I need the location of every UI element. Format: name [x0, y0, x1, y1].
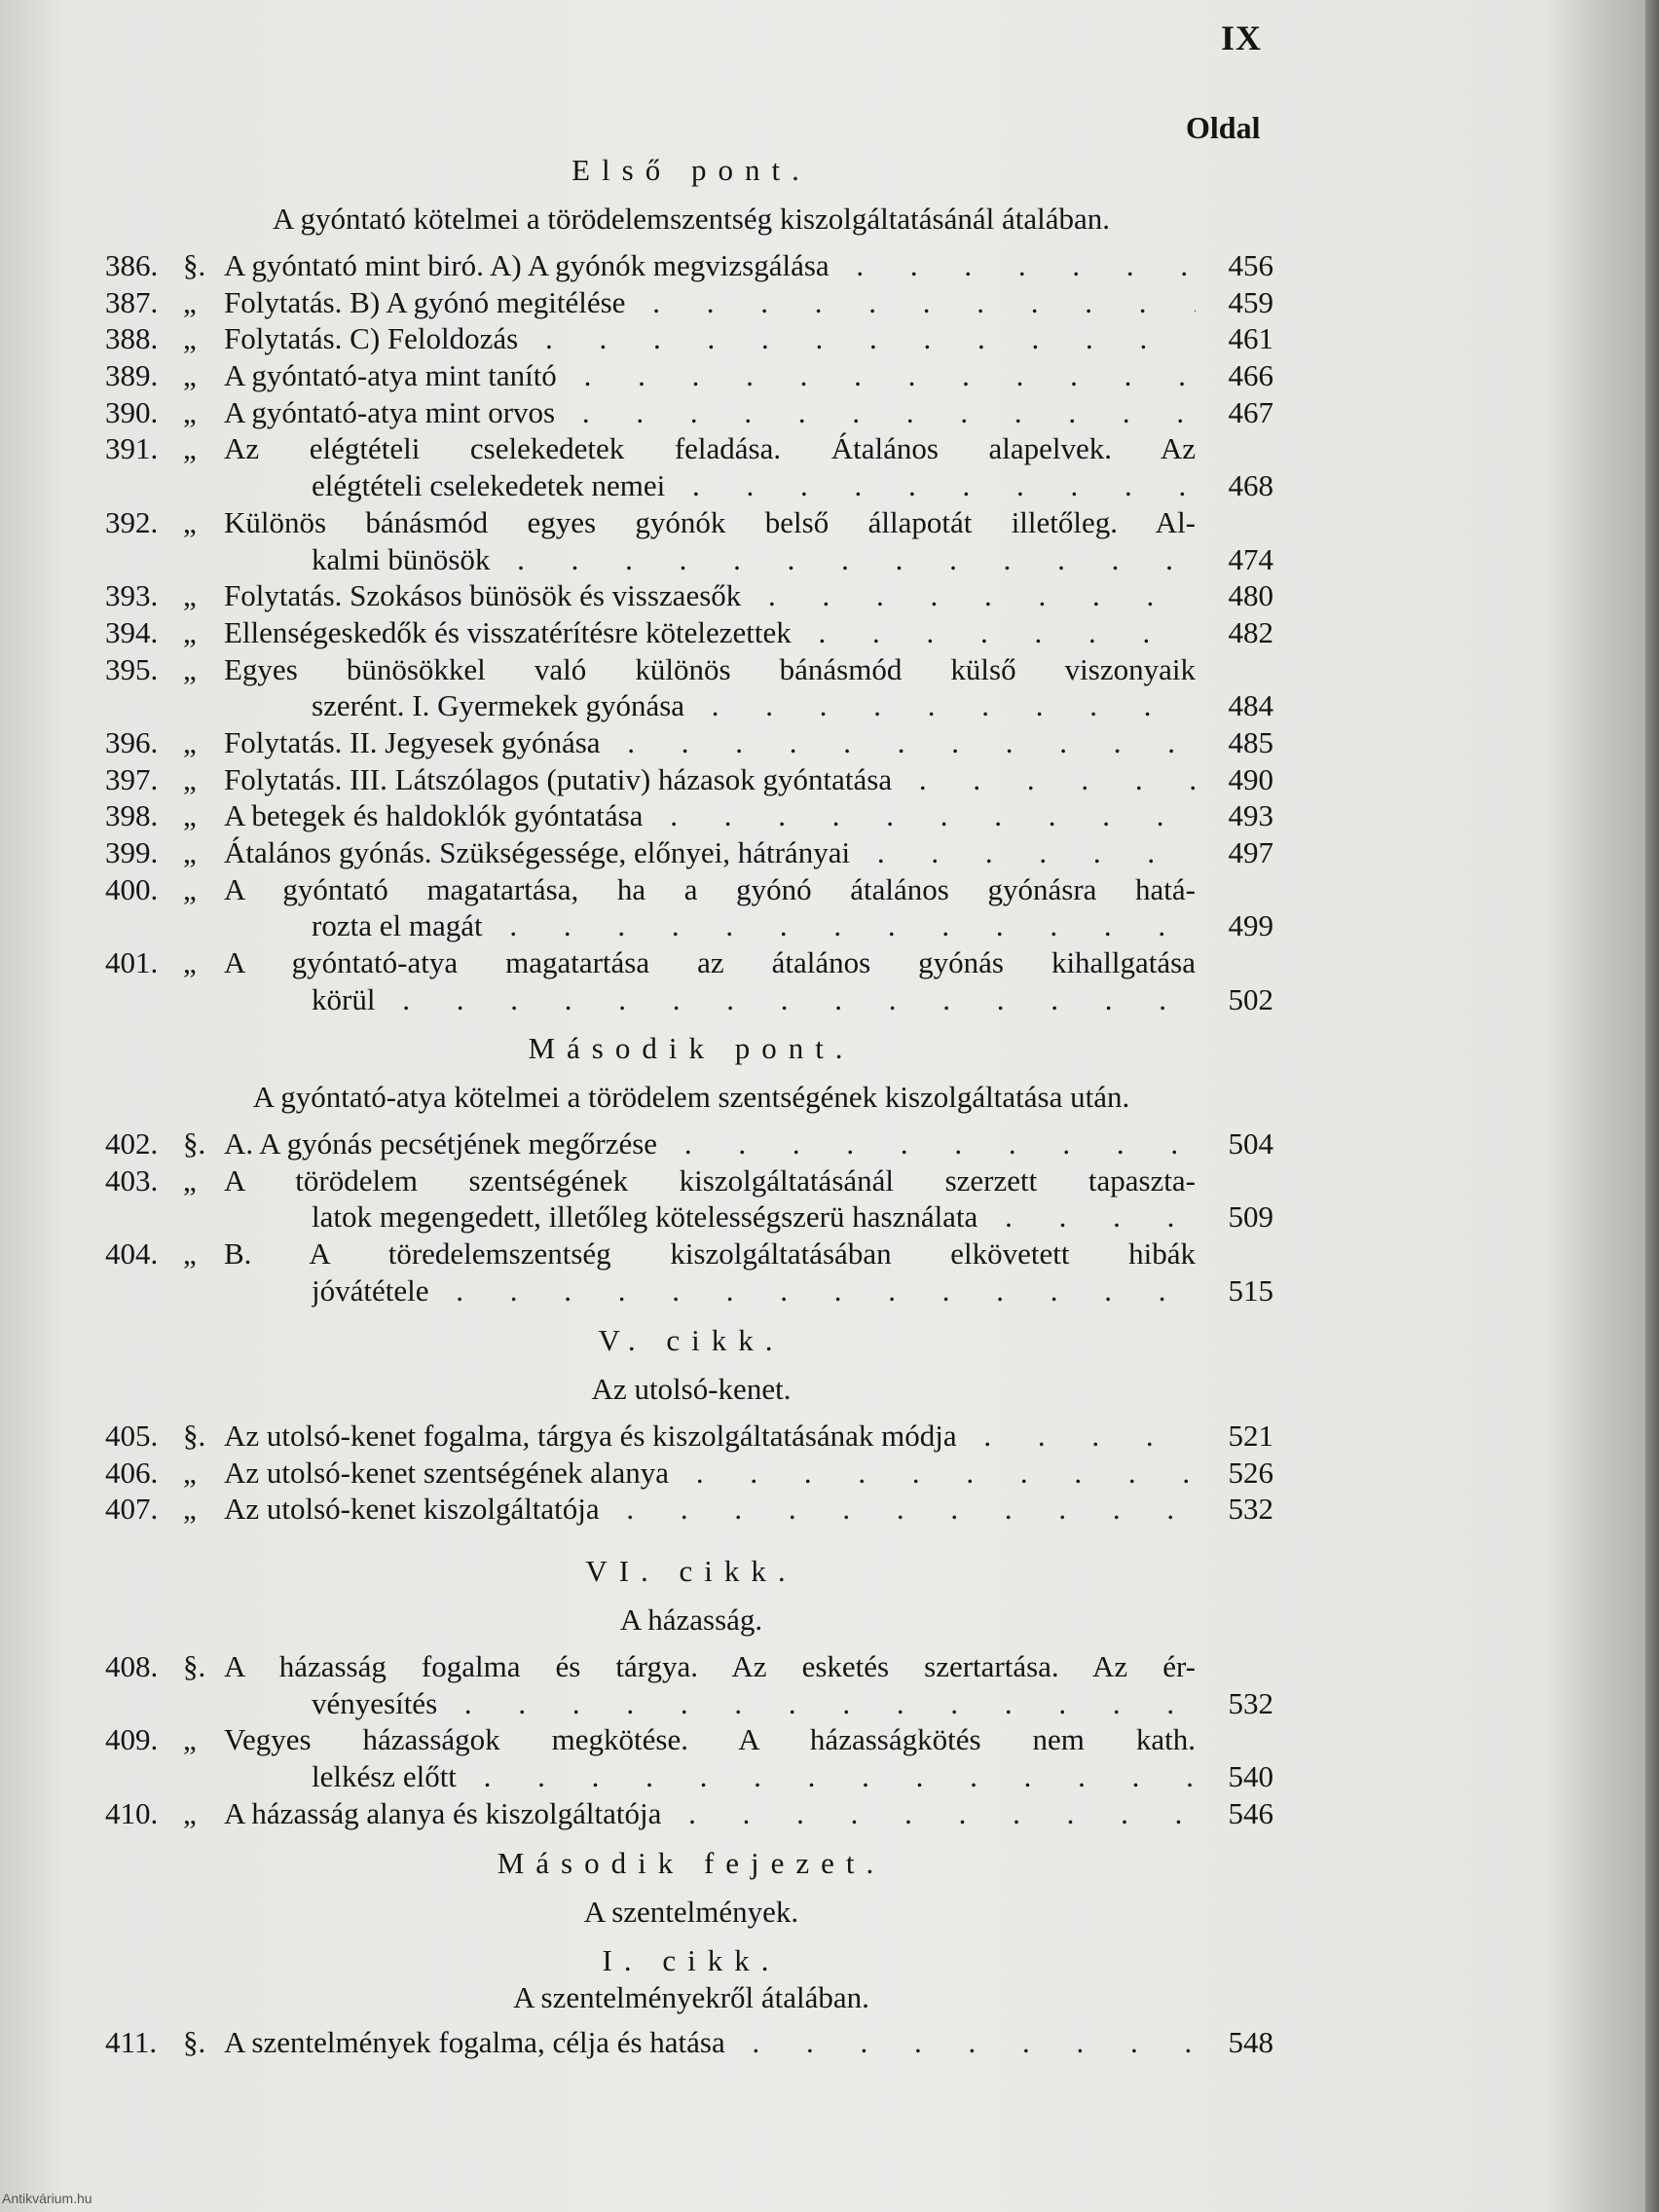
section-subheading: A házasság.: [619, 1603, 763, 1637]
toc-entry-line: [105, 797, 1273, 834]
entry-number: 401.: [105, 945, 159, 980]
toc-entry-line: [105, 1758, 1273, 1795]
entry-section-mark: „: [183, 1162, 197, 1198]
entry-title: Vegyes házasságok megkötése. A házasságkötés nem kath.: [224, 1722, 1196, 1757]
entry-page-number: 532: [1228, 1685, 1273, 1720]
entry-section-mark: „: [183, 1492, 197, 1527]
entry-title: A gyóntató-atya mint orvos . . .: [224, 394, 1196, 431]
entry-section-mark: „: [183, 431, 197, 466]
toc-entry-line: [105, 541, 1273, 578]
entry-section-mark: „: [183, 321, 197, 356]
entry-page-number: 484: [1228, 688, 1273, 723]
entry-section-mark: „: [183, 614, 197, 649]
entry-number: 405.: [105, 1419, 159, 1453]
entry-section-mark: „: [183, 394, 197, 429]
toc-entry: [105, 1418, 1273, 1455]
toc-entry: [105, 944, 1273, 1017]
toc-entry: [105, 1455, 1273, 1492]
toc-entry: [105, 430, 1273, 503]
toc-entry-line: [105, 1491, 1273, 1528]
toc-entry-line: [105, 394, 1273, 431]
section-subheading: A szentelményekről átalában.: [513, 1980, 869, 2014]
toc-entry-line: [105, 504, 1273, 541]
entry-number: 404.: [105, 1236, 159, 1272]
toc-entry: [105, 1721, 1273, 1794]
entry-title: elégtételi cselekedetek nemei . . .: [312, 467, 1196, 504]
toc-entry: [105, 1648, 1273, 1721]
toc-entry-line: [105, 1455, 1273, 1492]
toc-entry-line: [105, 1685, 1273, 1722]
toc-entry: [105, 871, 1273, 944]
entry-number: 397.: [105, 761, 159, 796]
entry-number: 399.: [105, 835, 159, 869]
entry-title: vényesítés . . .: [312, 1685, 1196, 1722]
section-heading: V. cikk.: [598, 1323, 785, 1357]
watermark: Antikvárium.hu: [2, 2191, 92, 2206]
entry-title: lelkész előtt . . .: [312, 1758, 1196, 1795]
entry-number: 394.: [105, 614, 159, 649]
entry-page-number: 526: [1228, 1455, 1273, 1490]
section-subheading: A gyóntató-atya kötelmei a törödelem szentségének kiszolgáltatása után.: [252, 1080, 1130, 1114]
entry-number: 408.: [105, 1649, 159, 1683]
entry-page-number: 485: [1228, 724, 1273, 759]
entry-page-number: 474: [1228, 541, 1273, 576]
toc-entry-line: [105, 1418, 1273, 1455]
entry-section-mark: „: [183, 284, 197, 319]
section-subheading: Az utolsó-kenet.: [591, 1372, 792, 1406]
entry-section-mark: „: [183, 1236, 197, 1272]
entry-number: 400.: [105, 871, 159, 906]
toc-entry-line: [105, 724, 1273, 761]
toc-list: [105, 1418, 1273, 1528]
toc-entry-line: [105, 761, 1273, 798]
toc-entry: [105, 320, 1273, 357]
entry-page-number: 480: [1228, 578, 1273, 613]
entry-number: 386.: [105, 248, 159, 282]
toc-entry: [105, 614, 1273, 651]
entry-title: Egyes bünösökkel való különös bánásmód külső viszonyaik: [224, 651, 1196, 686]
toc-entry: [105, 1491, 1273, 1528]
toc-entry-line: [105, 871, 1273, 908]
entry-section-mark: „: [183, 835, 197, 869]
entry-number: 390.: [105, 394, 159, 429]
entry-page-number: 502: [1228, 981, 1273, 1016]
toc-entry-line: [105, 357, 1273, 394]
entry-page-number: 482: [1228, 614, 1273, 649]
toc-list: [105, 1125, 1273, 1309]
toc-entry: [105, 797, 1273, 834]
entry-title: A betegek és haldoklók gyóntatása . . .: [224, 797, 1196, 834]
entry-page-number: 548: [1228, 2025, 1273, 2059]
toc-entry-line: [105, 577, 1273, 614]
entry-section-mark: §.: [183, 2025, 206, 2059]
entry-title: kalmi bünösök . . .: [312, 541, 1196, 578]
entry-section-mark: „: [183, 724, 197, 759]
page-column-header: Oldal: [1186, 110, 1261, 145]
page-edge-shadow: [1645, 0, 1659, 2212]
entry-title: Az utolsó-kenet szentségének alanya . . .: [224, 1455, 1196, 1492]
entry-section-mark: §.: [183, 248, 206, 282]
entry-section-mark: „: [183, 578, 197, 613]
toc-entry-line: [105, 467, 1273, 504]
toc-entry-line: [105, 614, 1273, 651]
toc-entry-line: [105, 1125, 1273, 1162]
entry-page-number: 515: [1228, 1272, 1273, 1308]
entry-section-mark: „: [183, 1455, 197, 1490]
chapter-subheading: A szentelmények.: [583, 1895, 799, 1929]
entry-page-number: 546: [1228, 1795, 1273, 1830]
entry-page-number: 504: [1228, 1126, 1273, 1161]
toc-entry: [105, 761, 1273, 798]
entry-title: Folytatás. III. Látszólagos (putativ) házasok gyóntatása . . .: [224, 761, 1196, 798]
entry-section-mark: §.: [183, 1126, 206, 1161]
entry-title: A gyóntató-atya magatartása az átalános gyónás kihallgatása: [224, 945, 1196, 980]
section-heading: I. cikk.: [602, 1943, 781, 1977]
entry-section-mark: „: [183, 504, 197, 539]
toc-entry: [105, 724, 1273, 761]
section-heading: Első pont.: [571, 153, 811, 187]
toc-entry: [105, 394, 1273, 431]
entry-number: 388.: [105, 321, 159, 356]
toc-entry-line: [105, 981, 1273, 1018]
toc-entry-line: [105, 1198, 1273, 1235]
toc-entry: [105, 2024, 1273, 2061]
entry-page-number: 532: [1228, 1492, 1273, 1527]
entry-page-number: 456: [1228, 248, 1273, 282]
entry-number: 396.: [105, 724, 159, 759]
toc-entry-line: [105, 834, 1273, 871]
entry-title: Folytatás. II. Jegyesek gyónása . . .: [224, 724, 1196, 761]
toc-entry: [105, 1795, 1273, 1832]
entry-number: 411.: [105, 2025, 158, 2059]
toc-entry-line: [105, 2024, 1273, 2061]
entry-number: 410.: [105, 1795, 159, 1830]
entry-page-number: 461: [1228, 321, 1273, 356]
entry-title: Folytatás. C) Feloldozás . . .: [224, 320, 1196, 357]
entry-title: Az elégtételi cselekedetek feladása. Átalános alapelvek. Az: [224, 431, 1196, 466]
toc-entry: [105, 504, 1273, 577]
toc-entry: [105, 1162, 1273, 1235]
toc-entry: [105, 247, 1273, 284]
toc-entry: [105, 651, 1273, 724]
entry-title: Az utolsó-kenet kiszolgáltatója . . .: [224, 1491, 1196, 1528]
toc-list: [105, 247, 1273, 1017]
entry-page-number: 493: [1228, 798, 1273, 833]
toc-entry-line: [105, 247, 1273, 284]
toc-entry-line: [105, 687, 1273, 724]
entry-title: Ellenségeskedők és visszatérítésre kötelezettek . . .: [224, 614, 1196, 651]
entry-section-mark: §.: [183, 1649, 206, 1683]
section-heading: Második pont.: [528, 1031, 855, 1065]
entry-section-mark: „: [183, 358, 197, 393]
entry-number: 395.: [105, 651, 159, 686]
entry-title: A szentelmények fogalma, célja és hatása . . .: [224, 2024, 1196, 2061]
entry-page-number: 466: [1228, 358, 1273, 393]
entry-page-number: 509: [1228, 1199, 1273, 1235]
entry-title: A gyóntató-atya mint tanító . . .: [224, 357, 1196, 394]
page-number: IX: [1221, 18, 1263, 57]
entry-title: A törödelem szentségének kiszolgáltatásánál szerzett tapaszta-: [224, 1162, 1196, 1198]
entry-page-number: 521: [1228, 1419, 1273, 1453]
entry-number: 403.: [105, 1162, 159, 1198]
entry-page-number: 540: [1228, 1759, 1273, 1794]
entry-number: 407.: [105, 1492, 159, 1527]
toc-entry-line: [105, 1235, 1273, 1272]
toc-entry-line: [105, 1795, 1273, 1832]
entry-section-mark: „: [183, 1722, 197, 1757]
entry-section-mark: „: [183, 798, 197, 833]
toc-entry: [105, 1235, 1273, 1309]
entry-section-mark: „: [183, 651, 197, 686]
entry-title: Az utolsó-kenet fogalma, tárgya és kiszolgáltatásának módja . . .: [224, 1418, 1196, 1455]
toc-entry-line: [105, 1648, 1273, 1685]
entry-section-mark: „: [183, 1795, 197, 1830]
toc-entry: [105, 577, 1273, 614]
entry-page-number: 490: [1228, 761, 1273, 796]
entry-page-number: 499: [1228, 908, 1273, 943]
toc-entry-line: [105, 651, 1273, 688]
entry-section-mark: „: [183, 761, 197, 796]
entry-number: 398.: [105, 798, 159, 833]
entry-title: A házasság alanya és kiszolgáltatója . . .: [224, 1795, 1196, 1832]
entry-number: 402.: [105, 1126, 159, 1161]
entry-page-number: 467: [1228, 394, 1273, 429]
entry-title: rozta el magát . . .: [312, 907, 1196, 944]
toc-list: [105, 1648, 1273, 1831]
entry-title: Folytatás. Szokásos bünösök és visszaesők . . .: [224, 577, 1196, 614]
toc-entry-line: [105, 1162, 1273, 1199]
entry-title: latok megengedett, illetőleg kötelességszerü használata . . .: [312, 1198, 1196, 1235]
entry-title: A házasság fogalma és tárgya. Az esketés szertartása. Az ér-: [224, 1649, 1196, 1683]
toc-entry: [105, 284, 1273, 321]
entry-number: 391.: [105, 431, 159, 466]
entry-title: Folytatás. B) A gyónó megitélése . . .: [224, 284, 1196, 321]
entry-section-mark: §.: [183, 1419, 206, 1453]
section-heading: VI. cikk.: [585, 1554, 797, 1588]
entry-title: A gyóntató mint biró. A) A gyónók megvizsgálása . . .: [224, 247, 1196, 284]
toc-entry-line: [105, 1272, 1273, 1309]
entry-title: B. A töredelemszentség kiszolgáltatásában elkövetett hibák: [224, 1236, 1196, 1272]
entry-title: szerént. I. Gyermekek gyónása . . .: [312, 687, 1196, 724]
toc-entry-line: [105, 1721, 1273, 1758]
entry-title: jóvátétele . . .: [312, 1272, 1196, 1309]
entry-title: Átalános gyónás. Szükségessége, előnyei, hátrányai . . .: [224, 834, 1196, 871]
toc-entry-line: [105, 907, 1273, 944]
toc-entry-line: [105, 944, 1273, 981]
entry-page-number: 497: [1228, 835, 1273, 869]
entry-page-number: 459: [1228, 284, 1273, 319]
entry-number: 387.: [105, 284, 159, 319]
entry-number: 389.: [105, 358, 159, 393]
entry-section-mark: „: [183, 945, 197, 980]
toc-entry-line: [105, 284, 1273, 321]
entry-number: 406.: [105, 1455, 159, 1490]
entry-title: körül . . .: [312, 981, 1196, 1018]
toc-list: [105, 2024, 1273, 2061]
toc-entry-line: [105, 430, 1273, 467]
entry-number: 409.: [105, 1722, 159, 1757]
entry-title: A. A gyónás pecsétjének megőrzése . . .: [224, 1125, 1196, 1162]
toc-entry: [105, 834, 1273, 871]
entry-title: A gyóntató magatartása, ha a gyónó átalános gyónásra hatá-: [224, 871, 1196, 906]
section-subheading: A gyóntató kötelmei a törödelemszentség kiszolgáltatásánál átalában.: [273, 202, 1110, 236]
entry-number: 392.: [105, 504, 159, 539]
entry-number: 393.: [105, 578, 159, 613]
entry-section-mark: „: [183, 871, 197, 906]
toc-entry: [105, 357, 1273, 394]
entry-page-number: 468: [1228, 468, 1273, 503]
entry-title: Különös bánásmód egyes gyónók belső állapotát illetőleg. Al-: [224, 504, 1196, 539]
toc-entry: [105, 1125, 1273, 1162]
chapter-heading: Második fejezet.: [497, 1846, 886, 1880]
toc-entry-line: [105, 320, 1273, 357]
